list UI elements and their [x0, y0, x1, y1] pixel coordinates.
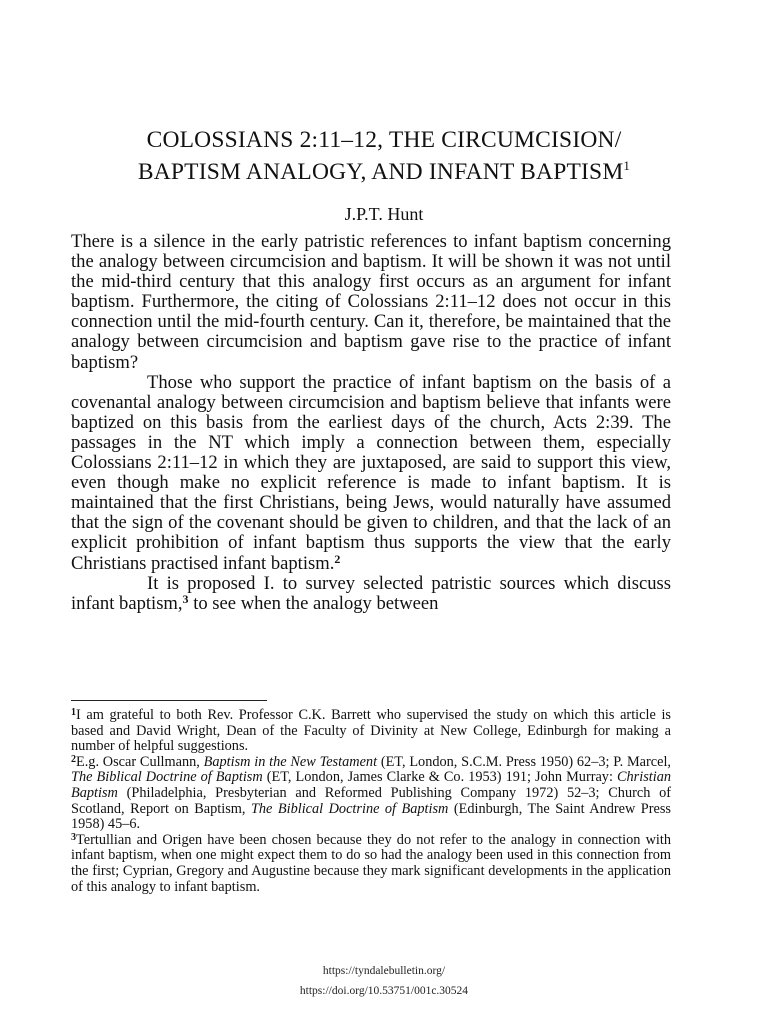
- footnote-2-text: (ET, London, James Clarke & Co. 1953) 191; John Murray:: [262, 769, 617, 786]
- citation-title: The Biblical Doctrine of Baptism: [71, 769, 263, 786]
- article-body: [71, 232, 671, 614]
- footnote-2-text: (ET, London, S.C.M. Press 1950) 62–3; P. Marcel,: [377, 753, 671, 770]
- paragraph-3-text-b: to see when the analogy between: [188, 592, 439, 614]
- paragraph-2-text: Those who support the practice of infant baptism on the basis of a covenantal analogy between circumcision and baptism believe that infants were baptized on this basis from the earliest days of the church, Acts 2:39. The passages in the NT which imply a connection between them, especially Colossians 2:11–12 in which they are juxtaposed, are said to support this view, even though make no explicit reference is made to infant baptism. It is maintained that the first Christians, being Jews, would naturally have assumed that the sign of the covenant should be given to children, and that the lack of an explicit prohibition of infant baptism thus supports the view that the early Christians practised infant baptism.: [71, 371, 671, 574]
- footnote-2-text: E.g. Oscar Cullmann,: [76, 753, 204, 770]
- footnote-2: [71, 755, 671, 833]
- footnote-2-text: (Philadelphia, Presbyterian and Reformed Publishing Company 1972) 52–3; Church of Scotland, Report on Baptism,: [71, 784, 671, 817]
- footnote-3: [71, 833, 671, 895]
- citation-title: The Biblical Doctrine of Baptism: [250, 800, 449, 817]
- footnote-1: [71, 708, 671, 755]
- citation-title: Baptism in the New Testament: [203, 753, 378, 770]
- footnote-ref-3[interactable]: 3: [182, 591, 189, 606]
- footnote-1-text: I am grateful to both Rev. Professor C.K. Barrett who supervised the study on which this article is based and David Wright, Dean of the Faculty of Divinity at New College, Edinburgh for making a number of helpful suggestions.: [71, 707, 671, 755]
- paragraph-2: [71, 373, 671, 574]
- footnotes: [71, 708, 671, 895]
- footnote-1-mark: 1: [71, 707, 76, 718]
- footnote-ref-2[interactable]: 2: [334, 551, 341, 566]
- footnote-2-text: (Edinburgh, The Saint Andrew Press 1958) 45–6.: [71, 800, 671, 833]
- citation-title: Christian Baptism: [71, 769, 672, 801]
- article-title-line-2: [70, 157, 698, 187]
- title-footnote-ref[interactable]: 1: [623, 158, 631, 173]
- author-name: J.P.T. Hunt: [344, 204, 424, 224]
- article-title-line-1: [70, 125, 698, 155]
- title-text-line-1: COLOSSIANS 2:11–12, THE CIRCUMCISION/: [146, 127, 622, 153]
- paragraph-1: There is a silence in the early patristic references to infant baptism concerning the analogy between circumcision and baptism. It will be shown it was not until the mid-third century that this analogy first occurs as an argument for infant baptism. Furthermore, the citing of Colossians 2:11–12 does not occur in this connection until the mid-fourth century. Can it, therefore, be maintained that the analogy between circumcision and baptism gave rise to the practice of infant baptism?: [71, 231, 671, 373]
- footnote-divider: [71, 700, 267, 701]
- footer-url-journal[interactable]: https://tyndalebulletin.org/: [322, 965, 446, 977]
- footnote-3-mark: 3: [71, 831, 76, 843]
- paragraph-3: [71, 574, 671, 614]
- footnote-2-mark: 2: [71, 753, 76, 765]
- title-text-line-2: BAPTISM ANALOGY, AND INFANT BAPTISM: [137, 159, 624, 185]
- paragraph-3-text-a: It is proposed I. to survey selected patristic sources which discuss infant baptism,: [71, 572, 671, 614]
- footnote-3-text: Tertullian and Origen have been chosen because they do not refer to the analogy in connection with infant baptism, when one might expect them to do so had the analogy been used in this connection from the first; Cyprian, Gregory and Augustine because they mark significant developments in the application of this analogy to infant baptism.: [71, 831, 671, 895]
- footer-url-doi[interactable]: https://doi.org/10.53751/001c.30524: [299, 985, 469, 997]
